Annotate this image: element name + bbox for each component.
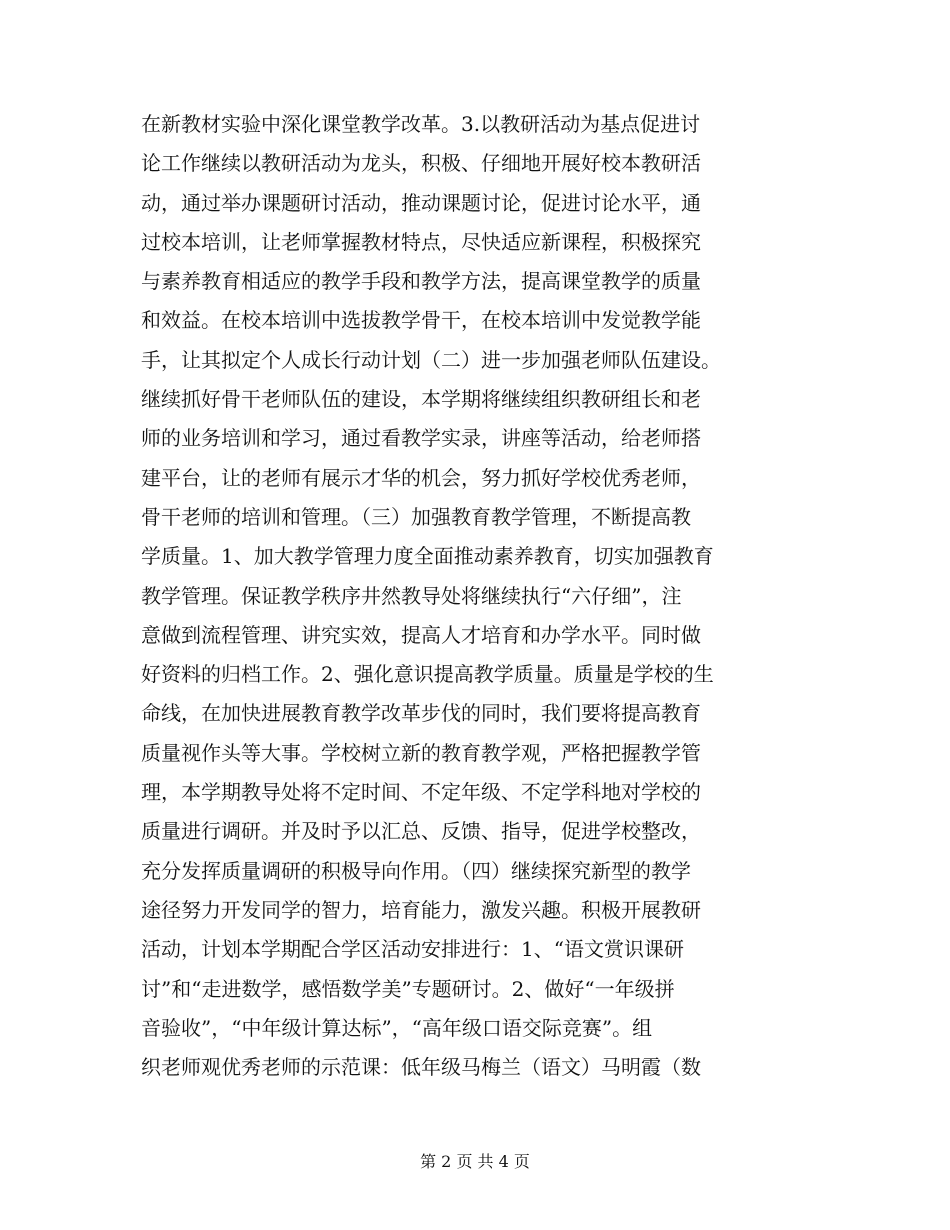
text-line: 好资料的归档工作。2、强化意识提高教学质量。质量是学校的生 bbox=[141, 662, 714, 687]
text-line: 意做到流程管理、讲究实效，提高人才培育和办学水平。同时做 bbox=[141, 622, 701, 647]
text-line: 音验收”，“中年级计算达标”，“高年级口语交际竞赛”。组 bbox=[141, 1015, 653, 1040]
text-line: 骨干老师的培训和管理。（三）加强教育教学管理，不断提高教 bbox=[141, 504, 691, 529]
text-line: 充分发挥质量调研的积极导向作用。（四）继续探究新型的教学 bbox=[141, 858, 691, 883]
text-line: 和效益。在校本培训中选拔教学骨干，在校本培训中发觉教学能 bbox=[141, 308, 701, 333]
text-line: 讨”和“走进数学，感悟数学美”专题研讨。2、做好“一年级拼 bbox=[141, 976, 675, 1001]
text-line: 理，本学期教导处将不定时间、不定年级、不定学科地对学校的 bbox=[141, 780, 701, 805]
text-line: 在新教材实验中深化课堂教学改革。3.以教研活动为基点促进讨 bbox=[141, 112, 701, 136]
text-line: 过校本培训，让老师掌握教材特点，尽快适应新课程，积极探究 bbox=[141, 229, 701, 254]
text-line: 织老师观优秀老师的示范课：低年级马梅兰（语文）马明霞（数 bbox=[141, 1055, 701, 1080]
text-line: 建平台，让的老师有展示才华的机会，努力抓好学校优秀老师， bbox=[141, 465, 701, 490]
text-line: 与素养教育相适应的教学手段和教学方法，提高课堂教学的质量 bbox=[141, 269, 701, 294]
text-line: 质量视作头等大事。学校树立新的教育教学观，严格把握教学管 bbox=[141, 740, 701, 765]
body-text bbox=[141, 105, 821, 1087]
text-line: 动，通过举办课题研讨活动，推动课题讨论，促进讨论水平，通 bbox=[141, 190, 701, 215]
text-line: 师的业务培训和学习，通过看教学实录，讲座等活动，给老师搭 bbox=[141, 426, 701, 451]
text-line: 学质量。1、加大教学管理力度全面推动素养教育，切实加强教育 bbox=[141, 544, 714, 569]
text-line: 途径努力开发同学的智力，培育能力，激发兴趣。积极开展教研 bbox=[141, 897, 701, 922]
text-line: 论工作继续以教研活动为龙头，积极、仔细地开展好校本教研活 bbox=[141, 151, 701, 176]
text-line: 质量进行调研。并及时予以汇总、反馈、指导，促进学校整改， bbox=[141, 819, 701, 844]
text-line: 活动，计划本学期配合学区活动安排进行：1、“语文赏识课研 bbox=[141, 937, 684, 962]
page-number-footer: 第 2 页 共 4 页 bbox=[420, 1152, 530, 1171]
text-line: 手，让其拟定个人成长行动计划（二）进一步加强老师队伍建设。 bbox=[141, 347, 721, 372]
text-line: 命线，在加快进展教育教学改革步伐的同时，我们要将提高教育 bbox=[141, 701, 701, 726]
text-line: 继续抓好骨干老师队伍的建设，本学期将继续组织教研组长和老 bbox=[141, 387, 701, 412]
text-line: 教学管理。保证教学秩序井然教导处将继续执行“六仔细”，注 bbox=[141, 583, 682, 608]
